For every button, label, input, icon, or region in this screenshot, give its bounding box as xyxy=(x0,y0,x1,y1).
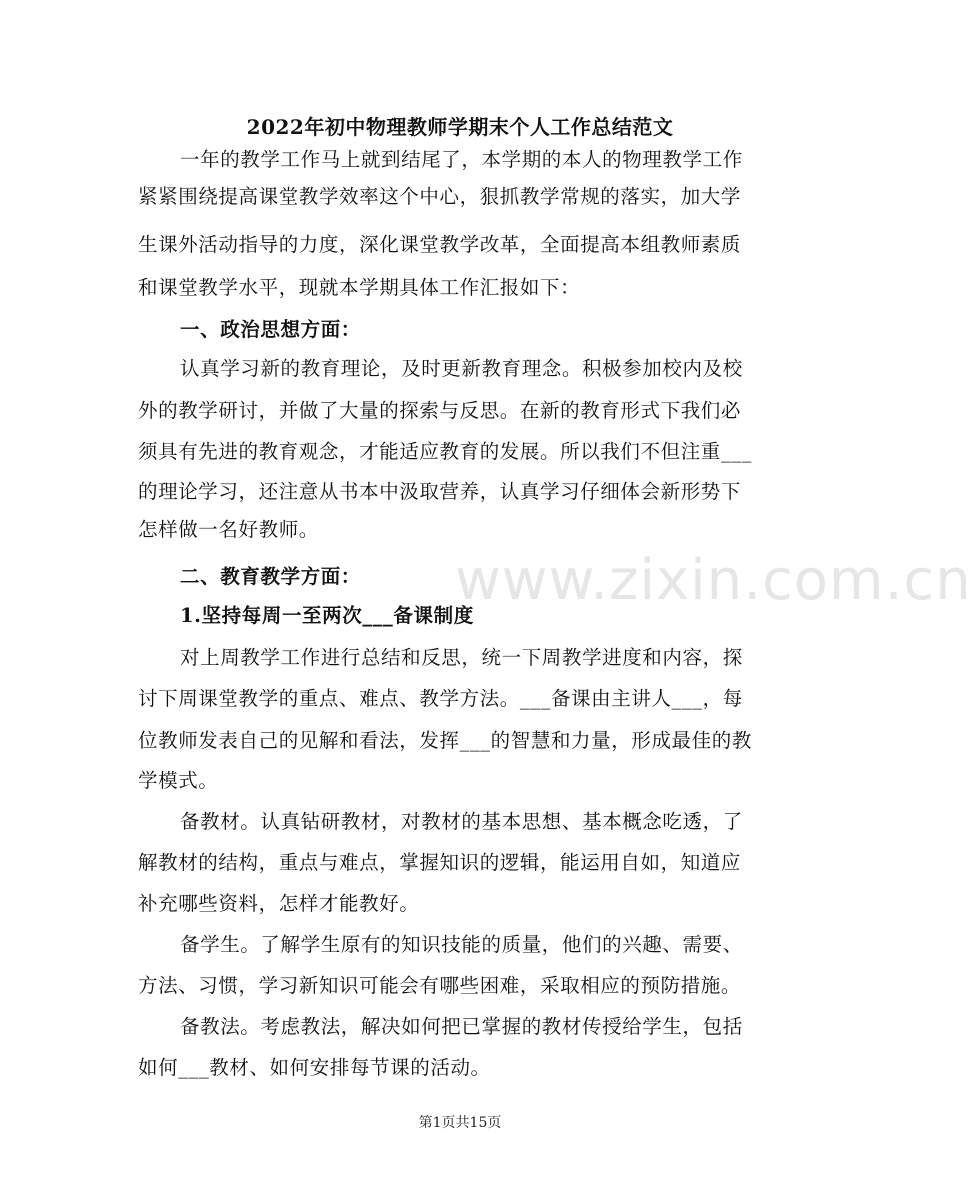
paragraph-line: 位教师发表自己的见解和看法，发挥___的智慧和力量，形成最佳的教 xyxy=(138,729,752,752)
paragraph-line: 补充哪些资料，怎样才能教好。 xyxy=(138,892,420,915)
paragraph-line: 解教材的结构，重点与难点，掌握知识的逻辑，能运用自如，知道应 xyxy=(138,851,742,874)
paragraph-line: 备教法。考虑教法，解决如何把已掌握的教材传授给学生，包括 xyxy=(180,1015,743,1038)
paragraph-line: 认真学习新的教育理论，及时更新教育理念。积极参加校内及校 xyxy=(180,357,743,380)
watermark-text: www.zixin.com.cn xyxy=(455,548,972,613)
section-heading: 一、政治思想方面： xyxy=(180,318,361,341)
paragraph-line: 怎样做一名好教师。 xyxy=(138,518,319,541)
paragraph-line: 讨下周课堂教学的重点、难点、教学方法。___备课由主讲人___，每 xyxy=(138,687,743,710)
paragraph-line: 学模式。 xyxy=(138,769,219,792)
page-footer: 第1页共15页 xyxy=(418,1115,502,1131)
paragraph-line: 的理论学习，还注意从书本中汲取营养，认真学习仔细体会新形势下 xyxy=(138,480,742,503)
paragraph-line: 紧紧围绕提高课堂教学效率这个中心，狠抓教学常规的落实，加大学 xyxy=(138,185,742,208)
paragraph-line: 须具有先进的教育观念，才能适应教育的发展。所以我们不但注重___ xyxy=(138,440,752,463)
paragraph-line: 对上周教学工作进行总结和反思，统一下周教学进度和内容，探 xyxy=(180,646,743,669)
paragraph-line: 方法、习惯，学习新知识可能会有哪些困难，采取相应的预防措施。 xyxy=(138,974,742,997)
paragraph-line: 如何___教材、如何安排每节课的活动。 xyxy=(138,1056,491,1079)
paragraph-line: 和课堂教学水平，现就本学期具体工作汇报如下： xyxy=(138,276,581,299)
paragraph-line: 一年的教学工作马上就到结尾了，本学期的本人的物理教学工作 xyxy=(180,148,743,171)
paragraph-line: 生课外活动指导的力度，深化课堂教学改革，全面提高本组教师素质 xyxy=(138,233,742,256)
paragraph-line: 外的教学研讨，并做了大量的探索与反思。在新的教育形式下我们必 xyxy=(138,399,742,422)
section-heading: 二、教育教学方面： xyxy=(180,565,361,588)
paragraph-line: 备学生。了解学生原有的知识技能的质量，他们的兴趣、需要、 xyxy=(180,933,743,956)
document-title: 2022年初中物理教师学期末个人工作总结范文 xyxy=(246,115,674,139)
subsection-heading: 1.坚持每周一至两次___备课制度 xyxy=(180,604,474,627)
paragraph-line: 备教材。认真钻研教材，对教材的基本思想、基本概念吃透，了 xyxy=(180,810,743,833)
